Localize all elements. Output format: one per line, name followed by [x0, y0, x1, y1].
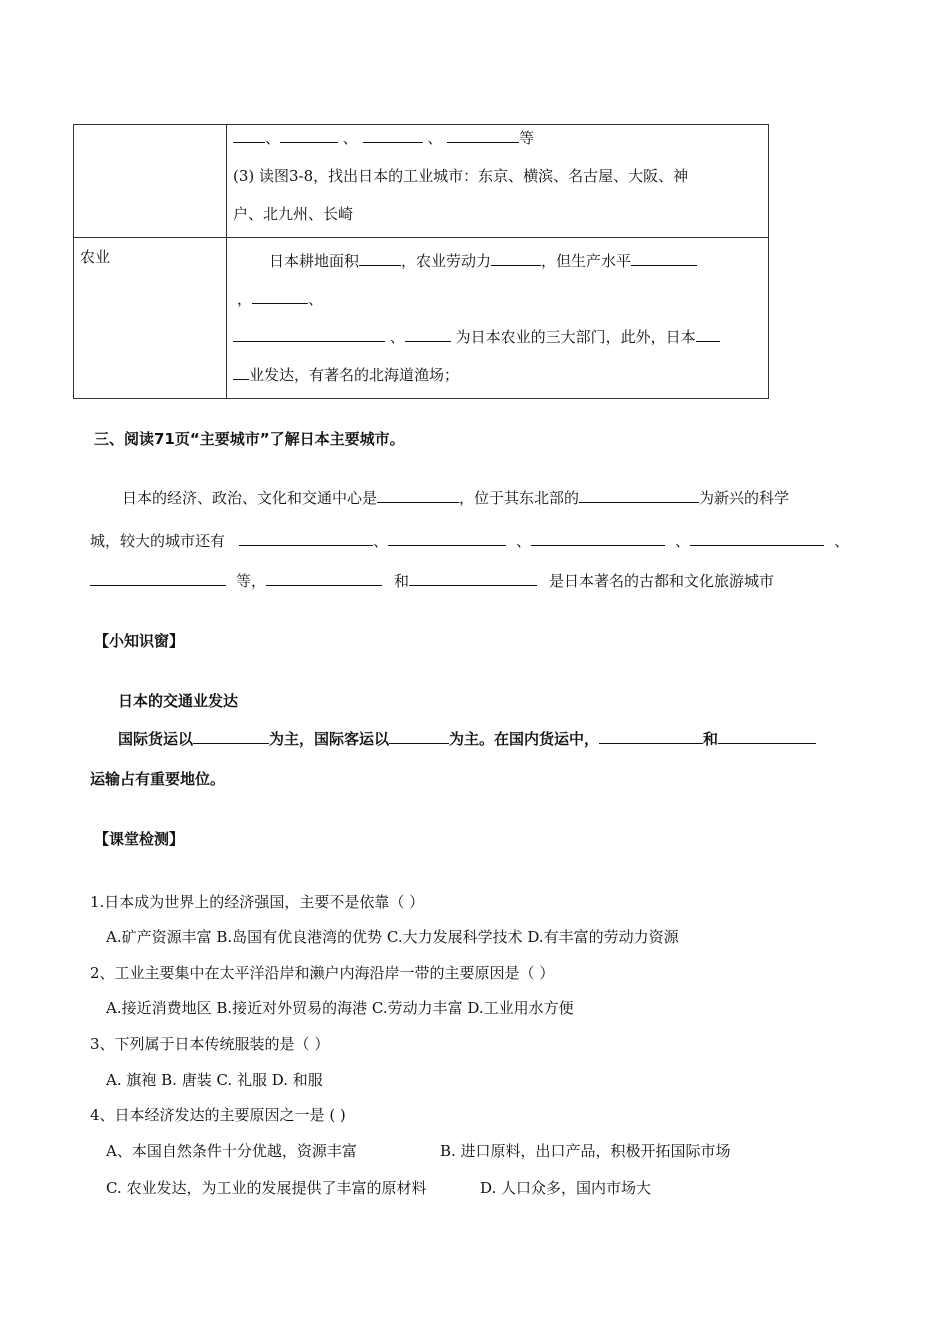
blank [388, 531, 506, 546]
blank [579, 488, 699, 503]
question-4-option-c: C. 农业发达，为工业的发展提供了丰富的原材料 [106, 1179, 427, 1197]
knowledge-header: 【小知识窗】 [94, 632, 185, 650]
blank [363, 128, 423, 143]
blank [599, 729, 703, 744]
row-label: 农业 [80, 248, 111, 266]
blank [90, 571, 226, 586]
fill-line: ， 、 [237, 290, 324, 308]
blank [266, 571, 382, 586]
paragraph-line: 城，较大的城市还有 、 、 、 、 [90, 532, 850, 550]
blank [690, 531, 824, 546]
knowledge-subtitle: 日本的交通业发达 [118, 692, 239, 710]
blank [280, 128, 338, 143]
text-line: (3) 读图3-8，找出日本的工业城市：东京、横滨、名古屋、大阪、神 [233, 167, 689, 185]
blank [409, 571, 537, 586]
row-content-cell [227, 238, 769, 399]
row-label-cell [74, 125, 227, 238]
blank [233, 365, 249, 380]
question-4-option-d: D. 人口众多，国内市场大 [480, 1179, 652, 1197]
blank [631, 251, 697, 266]
question-1: 1.日本成为世界上的经济强国，主要不是依靠（ ） [90, 893, 425, 911]
blank [193, 729, 269, 744]
question-4-option-b: B. 进口原料，出口产品，积极开拓国际市场 [440, 1142, 731, 1160]
question-2-options: A.接近消费地区 B.接近对外贸易的海港 C.劳动力丰富 D.工业用水方便 [106, 999, 574, 1017]
paragraph-line: 国际货运以 为主，国际客运以 为主。在国内货运中， 和 [118, 728, 816, 749]
paragraph-line: 日本的经济、政治、文化和交通中心是 ，位于其东北部的 为新兴的科学 [122, 489, 790, 507]
table-row-agriculture [74, 238, 769, 399]
blank [447, 128, 519, 143]
fill-line: 、 、 、 等 [233, 125, 762, 161]
blank [389, 729, 449, 744]
question-4: 4、日本经济发达的主要原因之一是 ( ) [90, 1106, 346, 1124]
question-2: 2、工业主要集中在太平洋沿岸和濑户内海沿岸一带的主要原因是（ ） [90, 964, 555, 982]
fill-line: 业发达，有著名的北海道渔场； [233, 360, 762, 398]
question-3: 3、下列属于日本传统服装的是（ ） [90, 1035, 330, 1053]
text-line: 户、北九州、长崎 [233, 205, 354, 223]
topic-table [73, 124, 769, 399]
question-4-option-a: A、本国自然条件十分优越，资源丰富 [106, 1142, 357, 1160]
blank [531, 531, 665, 546]
fill-line: 日本耕地面积 ，农业劳动力 ，但生产水平 [233, 246, 762, 284]
blank [359, 251, 401, 266]
blank [239, 531, 373, 546]
blank [718, 729, 816, 744]
paragraph-line: 运输占有重要地位。 [90, 770, 226, 788]
blank [405, 327, 451, 342]
blank [252, 289, 308, 304]
fill-line: 、 为日本农业的三大部门，此外，日本 [233, 322, 762, 360]
table-row-industry [74, 125, 769, 238]
blank [233, 327, 385, 342]
blank [491, 251, 541, 266]
blank [696, 327, 720, 342]
question-3-options: A. 旗袍 B. 唐装 C. 礼服 D. 和服 [106, 1071, 323, 1089]
section-title: 三、阅读71页“主要城市”了解日本主要城市。 [94, 430, 405, 448]
row-content-cell [227, 125, 769, 238]
question-1-options: A.矿产资源丰富 B.岛国有优良港湾的优势 C.大力发展科学技术 D.有丰富的劳动力资源 [106, 928, 679, 946]
paragraph-line: 等， 和 是日本著名的古都和文化旅游城市 [90, 570, 774, 591]
row-label-cell [74, 238, 227, 399]
check-header: 【课堂检测】 [94, 830, 185, 848]
blank [233, 128, 265, 143]
blank [377, 488, 459, 503]
